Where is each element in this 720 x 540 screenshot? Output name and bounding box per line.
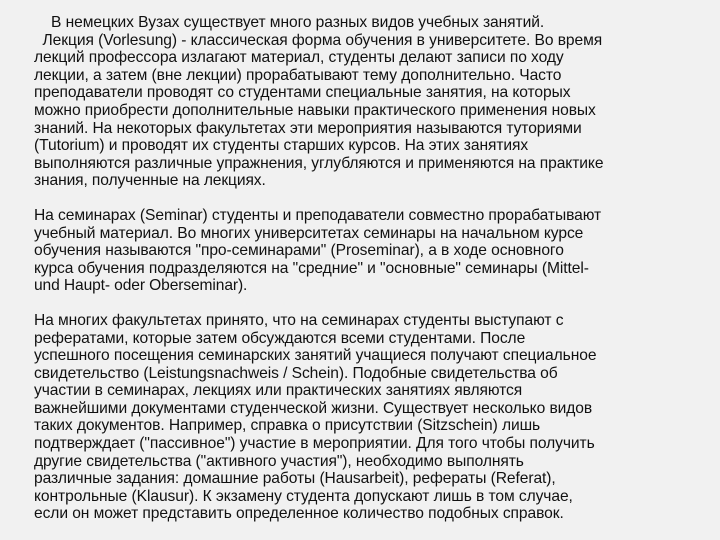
text-line: выполняются различные упражнения, углубляются и применяются на практике [34,154,604,172]
text-line: рефератами, которые затем обсуждаются всеми студентами. После [34,329,526,347]
text-line: курса обучения подразделяются на "средние" и "основные" семинары (Mittel- [34,259,589,277]
text-line: учебный материал. Во многих университетах семинары на начальном курсе [34,224,584,242]
text-line: Лекция (Vorlesung) - классическая форма обучения в университете. Во время [34,31,603,49]
text-line: преподаватели проводят со студентами специальные занятия, на которых [34,84,571,102]
text-line: другие свидетельства ("активного участия"), необходимо выполнять [34,452,524,470]
text-line: На многих факультетах принято, что на семинарах студенты выступают с [34,311,564,329]
text-line: если он может представить определенное количество подобных справок. [34,505,564,523]
text-line: важнейшими документами студенческой жизни. Существует несколько видов [34,399,593,417]
text-line: контрольные (Klausur). К экзамену студента допускают лишь в том случае, [34,487,573,505]
text-line: обучения называются "про-семинарами" (Proseminar), а в ходе основного [34,242,564,260]
text-line: свидетельство (Leistungsnachweis / Schein). Подобные свидетельства об [34,364,558,382]
paragraph-lectures [34,14,704,190]
paragraph-seminars [34,207,704,295]
text-line: участии в семинарах, лекциях или практических занятиях являются [34,382,523,400]
text-line: различные задания: домашние работы (Hausarbeit), рефераты (Referat), [34,470,556,488]
text-line: und Haupt- oder Oberseminar). [34,277,248,295]
text-line: (Tutorium) и проводят их студенты старших курсов. На этих занятиях [34,137,529,155]
text-line: знания, полученные на лекциях. [34,172,266,190]
text-line: подтверждает ("пассивное") участие в мероприятии. Для того чтобы получить [34,435,595,453]
text-line: успешного посещения семинарских занятий учащиеся получают специальное [34,347,597,365]
text-line: лекций профессора излагают материал, студенты делают записи по ходу [34,49,564,67]
text-line: На семинарах (Seminar) студенты и преподаватели совместно прорабатывают [34,206,602,224]
text-line: знаний. На некоторых факультетах эти мероприятия называются туториями [34,119,582,137]
document-body [34,14,704,540]
text-line: В немецких Вузах существует много разных видов учебных занятий. [34,14,545,31]
text-line: лекции, а затем (вне лекции) прорабатывают тему дополнительно. Часто [34,66,562,84]
text-line: можно приобрести дополнительные навыки практического применения новых [34,101,596,119]
paragraph-certificates [34,312,704,523]
text-line: таких документов. Например, справка о присутствии (Sitzschein) лишь [34,417,541,435]
